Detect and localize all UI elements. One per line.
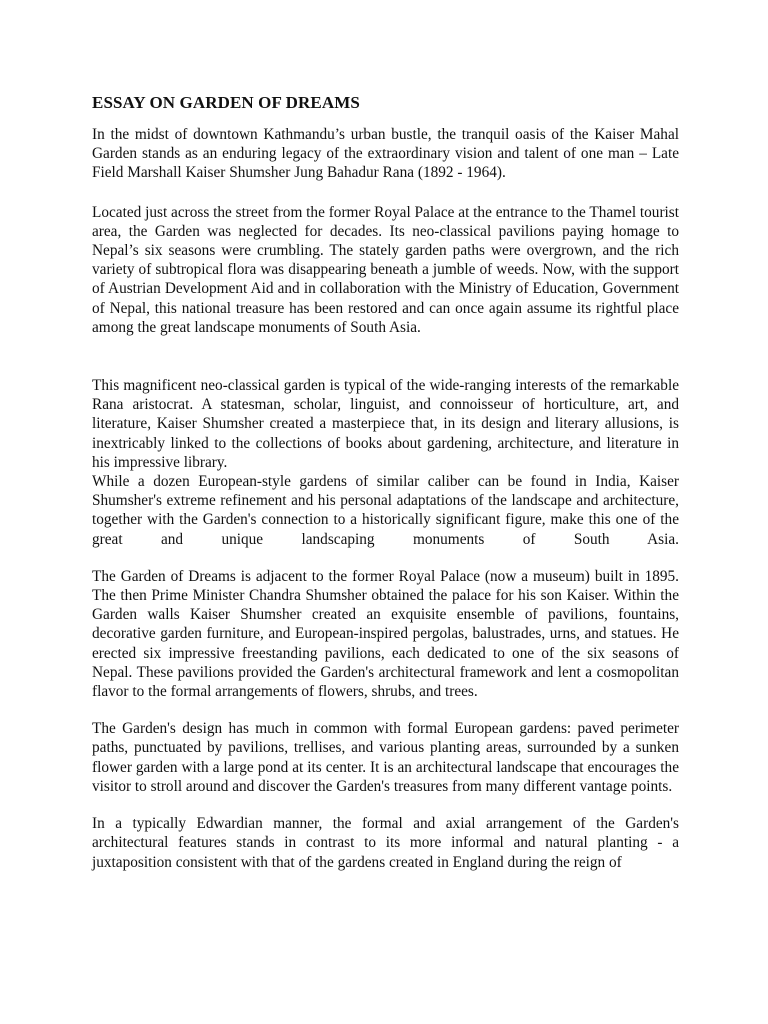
paragraph-neo-classical-part-1: This magnificent neo-classical garden is typical of the wide-ranging interests of the remarkable Rana aristocrat. A statesman, scholar, linguist, and connoisseur of horticulture, art, and literature, Kaiser Shumsher created a masterpiece that, in its design and literary allusions, is inextricably linked to the collections of books about gardening, architecture, and literature in his impressive library. (92, 377, 679, 471)
paragraph-adjacent-palace: The Garden of Dreams is adjacent to the former Royal Palace (now a museum) built in 1895. The then Prime Minister Chandra Shumsher obtained the palace for his son Kaiser. Within the Garden walls Kaiser Shumsher created an exquisite ensemble of pavilions, fountains, decorative garden furniture, and European-inspired pergolas, balustrades, urns, and statues. He erected six impressive freestanding pavilions, each dedicated to one of the six seasons of Nepal. These pavilions provided the Garden's architectural framework and lent a cosmopolitan flavor to the formal arrangements of flowers, shrubs, and trees. (92, 567, 679, 701)
paragraph-neo-classical-part-2: While a dozen European-style gardens of similar caliber can be found in India, Kaiser Shumsher's extreme refinement and his personal adaptations of the landscape and architecture, together with the Garden's connection to a historically significant figure, make this one of the great and unique landscaping monuments of South Asia. (92, 473, 679, 548)
paragraph-neo-classical (92, 376, 679, 549)
paragraph-location: Located just across the street from the former Royal Palace at the entrance to the Thamel tourist area, the Garden was neglected for decades. Its neo-classical pavilions paying homage to Nepal’s six seasons were crumbling. The stately garden paths were overgrown, and the rich variety of subtropical flora was disappearing beneath a jumble of weeds. Now, with the support of Austrian Development Aid and in collaboration with the Ministry of Education, Government of Nepal, this national treasure has been restored and can once again assume its rightful place among the great landscape monuments of South Asia. (92, 203, 679, 336)
document-title: ESSAY ON GARDEN OF DREAMS (92, 93, 360, 112)
paragraph-edwardian: In a typically Edwardian manner, the formal and axial arrangement of the Garden's architectural features stands in contrast to its more informal and natural planting - a juxtaposition consistent with that of the gardens created in England during the reign of (92, 815, 679, 871)
paragraph-intro: In the midst of downtown Kathmandu’s urban bustle, the tranquil oasis of the Kaiser Mahal Garden stands as an enduring legacy of the extraordinary vision and talent of one man – Late Field Marshall Kaiser Shumsher Jung Bahadur Rana (1892 - 1964). (92, 126, 679, 182)
paragraph-design: The Garden's design has much in common with formal European gardens: paved perimeter paths, punctuated by pavilions, trellises, and various planting areas, surrounded by a sunken flower garden with a large pond at its center. It is an architectural landscape that encourages the visitor to stroll around and discover the Garden's treasures from many different vantage points. (92, 720, 679, 795)
document-page (92, 92, 679, 872)
